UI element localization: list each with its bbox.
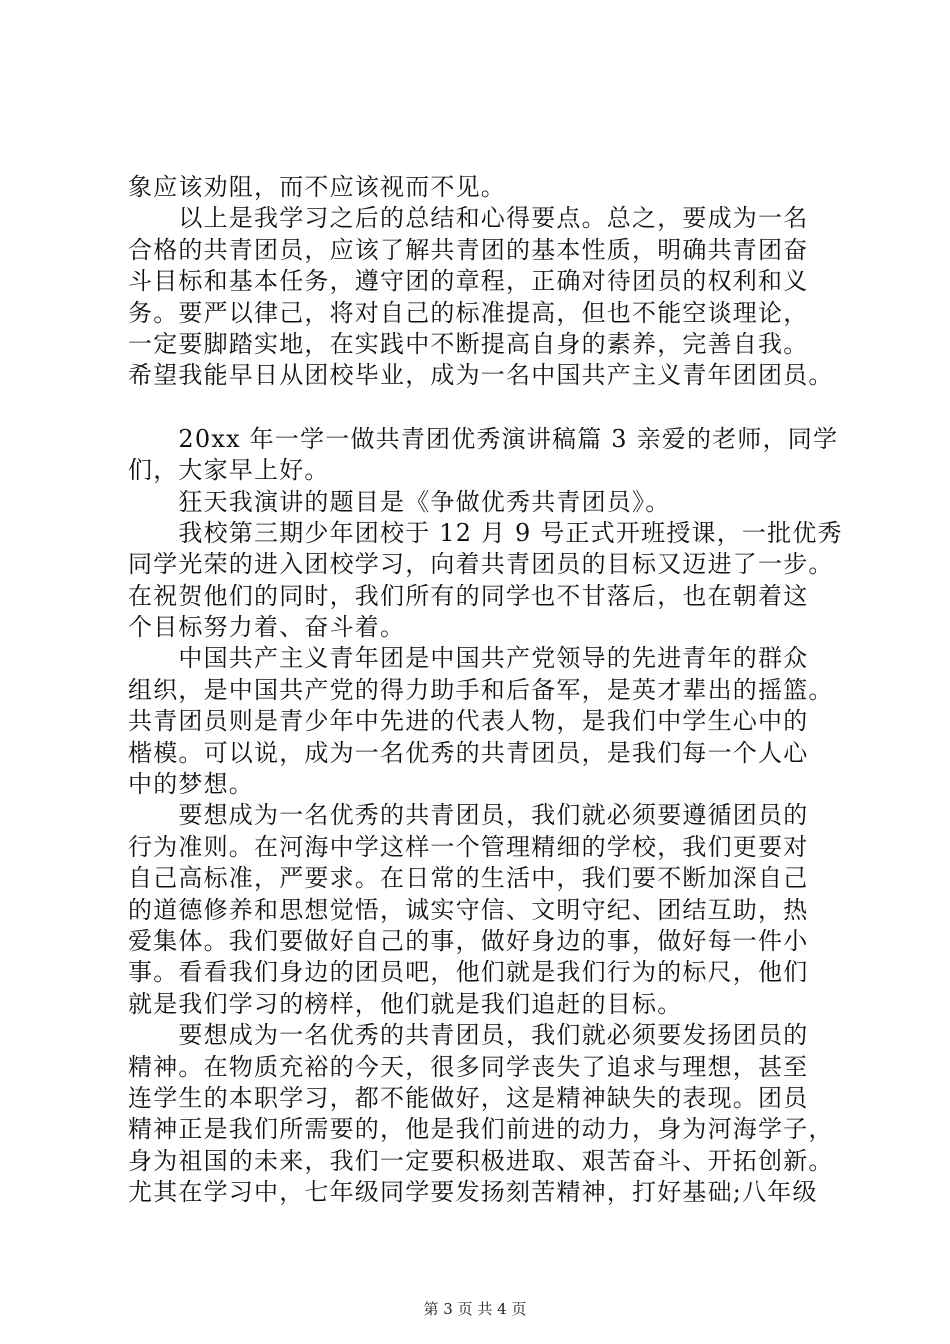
text-line: 希望我能早日从团校毕业，成为一名中国共产主义青年团团员。 xyxy=(128,361,834,390)
text-line: 我校第三期少年团校于 12 月 9 号正式开班授课，一批优秀 xyxy=(128,518,843,547)
paragraph xyxy=(128,1020,850,1208)
text-line: 楷模。可以说，成为一名优秀的共青团员，是我们每一个人心 xyxy=(128,738,809,767)
text-line: 个目标努力着、奋斗着。 xyxy=(128,613,406,642)
text-line: 自己高标准，严要求。在日常的生活中，我们要不断加深自己 xyxy=(128,864,809,893)
text-line: 狂天我演讲的题目是《争做优秀共青团员》。 xyxy=(128,487,671,516)
text-line: 同学光荣的进入团校学习，向着共青团员的目标又迈进了一步。 xyxy=(128,550,834,579)
paragraph xyxy=(128,424,850,487)
text-line: 连学生的本职学习，都不能做好，这是精神缺失的表现。团员 xyxy=(128,1083,809,1112)
text-line: 要想成为一名优秀的共青团员，我们就必须要遵循团员的 xyxy=(128,801,809,830)
document-body xyxy=(128,172,850,1209)
text-line: 务。要严以律己，将对自己的标准提高，但也不能空谈理论， xyxy=(128,298,809,327)
text-line: 共青团员则是青少年中先进的代表人物，是我们中学生心中的 xyxy=(128,707,809,736)
text-line: 的道德修养和思想觉悟，诚实守信、文明守纪、团结互助，热 xyxy=(128,895,809,924)
paragraph xyxy=(128,800,850,1020)
text-line: 精神正是我们所需要的，他是我们前进的动力，身为河海学子， xyxy=(128,1115,834,1144)
text-line: 中国共产主义青年团是中国共产党领导的先进青年的群众 xyxy=(128,644,809,673)
text-line: 们，大家早上好。 xyxy=(128,456,330,485)
text-line: 组织，是中国共产党的得力助手和后备军，是英才辈出的摇篮。 xyxy=(128,675,834,704)
paragraph xyxy=(128,518,850,644)
text-line: 就是我们学习的榜样，他们就是我们追赶的目标。 xyxy=(128,989,683,1018)
text-line: 爱集体。我们要做好自己的事，做好身边的事，做好每一件小 xyxy=(128,926,809,955)
paragraph-gap xyxy=(128,392,850,424)
paragraph xyxy=(128,203,850,391)
page-footer: 第 3 页 共 4 页 xyxy=(423,1300,527,1318)
text-line: 中的梦想。 xyxy=(128,770,254,799)
text-line: 行为准则。在河海中学这样一个管理精细的学校，我们更要对 xyxy=(128,832,809,861)
paragraph xyxy=(128,643,850,800)
text-line: 身为祖国的未来，我们一定要积极进取、艰苦奋斗、开拓创新。 xyxy=(128,1146,834,1175)
text-line: 斗目标和基本任务，遵守团的章程，正确对待团员的权利和义 xyxy=(128,267,809,296)
text-line: 在祝贺他们的同时，我们所有的同学也不甘落后，也在朝着这 xyxy=(128,581,809,610)
text-line: 事。看看我们身边的团员吧，他们就是我们行为的标尺，他们 xyxy=(128,958,809,987)
text-line: 象应该劝阻，而不应该视而不见。 xyxy=(128,173,506,201)
paragraph xyxy=(128,172,850,203)
text-line: 20xx 年一学一做共青团优秀演讲稿篇 3 亲爱的老师，同学 xyxy=(128,424,839,453)
text-line: 合格的共青团员，应该了解共青团的基本性质，明确共青团奋 xyxy=(128,235,809,264)
text-line: 以上是我学习之后的总结和心得要点。总之，要成为一名 xyxy=(128,204,809,233)
text-line: 一定要脚踏实地，在实践中不断提高自身的素养，完善自我。 xyxy=(128,329,809,358)
paragraph xyxy=(128,487,850,518)
text-line: 精神。在物质充裕的今天，很多同学丧失了追求与理想，甚至 xyxy=(128,1052,809,1081)
text-line: 尤其在学习中，七年级同学要发扬刻苦精神，打好基础;八年级 xyxy=(128,1178,818,1207)
text-line: 要想成为一名优秀的共青团员，我们就必须要发扬团员的 xyxy=(128,1021,809,1050)
